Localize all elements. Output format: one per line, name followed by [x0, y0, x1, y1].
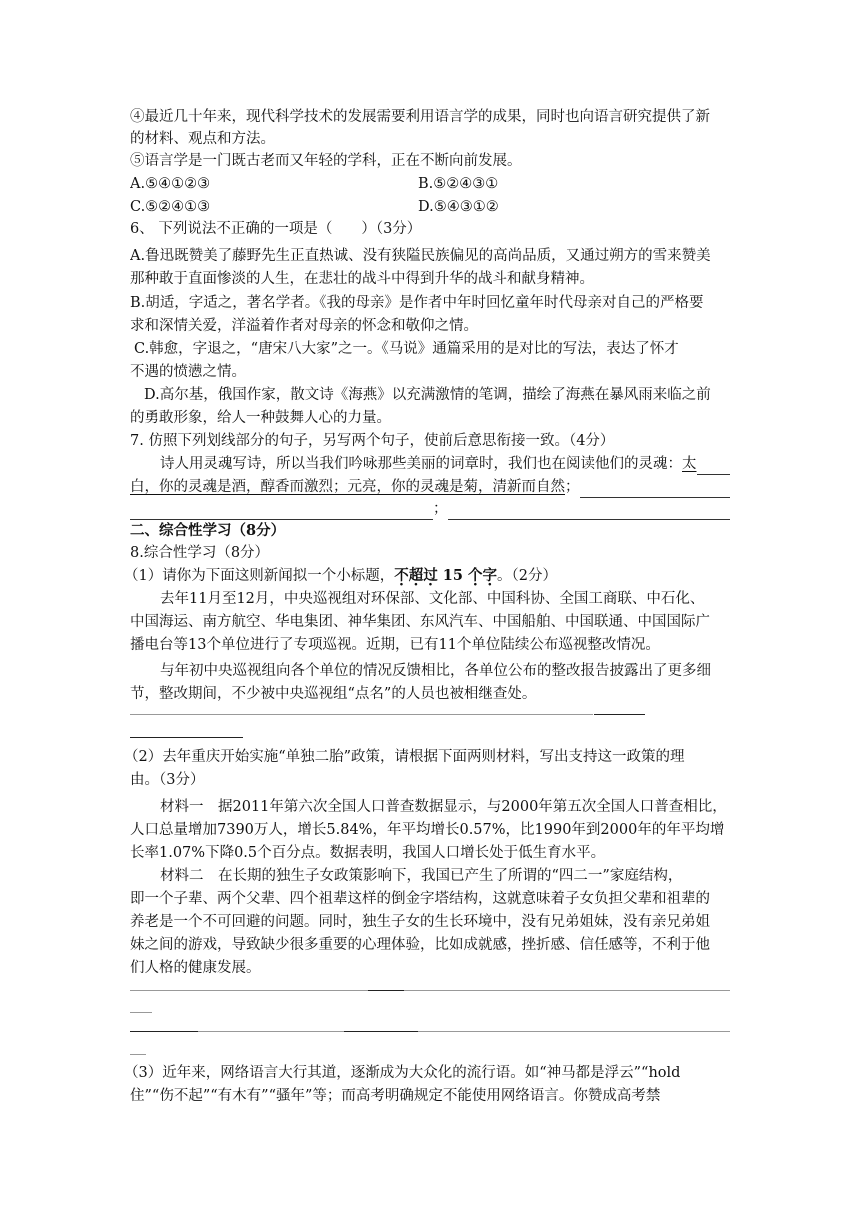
choice-a: A.⑤④①②③: [130, 176, 211, 192]
q6-option-a: A.鲁迅既赞美了藤野先生正直热诚、没有狭隘民族偏见的高尚品质，又通过朔方的雪来赞美: [130, 248, 711, 264]
word-limit-emphasis: 不超过 15 个字: [394, 567, 498, 584]
q6-option-d: D.高尔基，俄国作家，散文诗《海燕》以充满激情的笔调，描绘了海燕在暴风雨来临之前: [144, 387, 711, 403]
option-line-5: ⑤语言学是一门既古老而又年轻的学科，正在不断向前发展。: [130, 153, 522, 169]
material-2-line-1: 材料二 在长期的独生子女政策影响下，我国已产生了所谓的“四二一”家庭结构，: [160, 868, 683, 884]
section-2-heading: 二、综合性学习（8分）: [130, 522, 286, 539]
option-line-4-cont: 的材料、观点和方法。: [130, 131, 275, 147]
material-1-line-2: 人口总量增加7390万人，增长5.84%，年平均增长0.57%，比1990年到2000年的年平均增: [130, 822, 725, 838]
q8-part3-prompt-cont: 住”“伤不起”“有木有”“骚年”等；而高考明确规定不能使用网络语言。你赞成高考禁: [130, 1088, 661, 1104]
question-8-title: 8.综合性学习（8分）: [130, 545, 270, 561]
material-2-line-3: 养老是一个不可回避的问题。同时，独生子女的生长环境中，没有兄弟姐妹，没有亲兄弟姐: [130, 914, 710, 930]
q6-option-c: C.韩愈，字退之，“唐宋八大家”之一。《马说》通篇采用的是对比的写法，表达了怀才: [134, 341, 679, 357]
material-2-line-2: 即一个子辈、两个父辈、四个祖辈这样的倒金字塔结构，这就意味着子女负担父辈和祖辈的: [130, 891, 710, 907]
q6-option-b: B.胡适，字适之，著名学者。《我的母亲》是作者中年时回忆童年时代母亲对自己的严格要: [130, 295, 704, 311]
choice-d: D.⑤④③①②: [418, 199, 499, 215]
news-line-5: 节，整改期间，不少被中央巡视组“点名”的人员也被相继查处。: [130, 686, 537, 702]
q8-part2-prompt-cont: 由。（3分）: [130, 772, 205, 788]
material-1-line-3: 长率1.07%下降0.5个百分点。数据表明，我国人口增长处于低生育水平。: [130, 845, 606, 861]
news-line-2: 中国海运、南方航空、华电集团、神华集团、东风汽车、中国船舶、中国联通、中国国际广: [130, 614, 710, 630]
q8-part2-prompt: （2）去年重庆开始实施“单独二胎”政策，请根据下面两则材料，写出支持这一政策的理: [124, 749, 685, 765]
question-6-stem: 6、 下列说法不正确的一项是（ ）（3分）: [130, 221, 422, 237]
news-line-4: 与年初中央巡视组向各个单位的情况反馈相比，各单位公布的整改报告披露出了更多细: [160, 663, 711, 679]
answer-line-2[interactable]: [130, 990, 730, 991]
question-7-stem: 7. 仿照下列划线部分的句子，另写两个句子，使前后意思衔接一致。（4分）: [130, 433, 615, 449]
q6-option-c-cont: 不遇的愤懑之情。: [130, 364, 246, 380]
q7-underlined-example: 白，你的灵魂是酒，醇香而激烈；元亮，你的灵魂是菊，清新而自然: [130, 479, 565, 495]
q7-prompt-cont[interactable]: 白，你的灵魂是酒，醇香而激烈；元亮，你的灵魂是菊，清新而自然；: [130, 476, 730, 498]
news-line-3: 播电台等13个单位进行了专项巡视。近期，已有11个单位陆续公布巡视整改情况。: [130, 637, 660, 653]
q6-option-b-cont: 求和深情关爱，洋溢着作者对母亲的怀念和敬仰之情。: [130, 318, 478, 334]
material-2-line-5: 们人格的健康发展。: [130, 960, 261, 976]
q8-part1-prompt: （1）请你为下面这则新闻拟一个小标题，不超过 15 个字。（2分）: [124, 567, 557, 584]
option-line-4: ④最近几十年来，现代科学技术的发展需要利用语言学的成果，同时也向语言研究提供了新: [130, 109, 710, 125]
choice-c: C.⑤②④①③: [130, 199, 211, 215]
answer-line-3[interactable]: [130, 1031, 730, 1032]
news-line-1: 去年11月至12月，中央巡视组对环保部、文化部、中国科协、全国工商联、中石化、: [160, 591, 705, 607]
answer-line-1-cont[interactable]: [130, 737, 243, 738]
q6-option-a-cont: 那种敢于直面惨淡的人生，在悲壮的战斗中得到升华的战斗和献身精神。: [130, 271, 594, 287]
q7-answer-line[interactable]: ；: [130, 498, 730, 520]
answer-line-1[interactable]: [130, 714, 593, 715]
material-2-line-4: 妹之间的游戏，导致缺少很多重要的心理体验，比如成就感，挫折感、信任感等，不利于他: [130, 937, 710, 953]
q6-option-d-cont: 的勇敢形象，给人一种鼓舞人心的力量。: [130, 410, 391, 426]
q7-prompt: 诗人用灵魂写诗，所以当我们吟咏那些美丽的词章时，我们也在阅读他们的灵魂：太: [160, 453, 730, 475]
q7-underlined-start: 太: [682, 456, 697, 472]
material-1-line-1: 材料一 据2011年第六次全国人口普查数据显示，与2000年第五次全国人口普查相比，: [160, 799, 727, 815]
choice-b: B.⑤②④③①: [418, 176, 499, 192]
q8-part3-prompt: （3）近年来，网络语言大行其道，逐渐成为大众化的流行语。如“神马都是浮云”“hold: [124, 1065, 681, 1081]
